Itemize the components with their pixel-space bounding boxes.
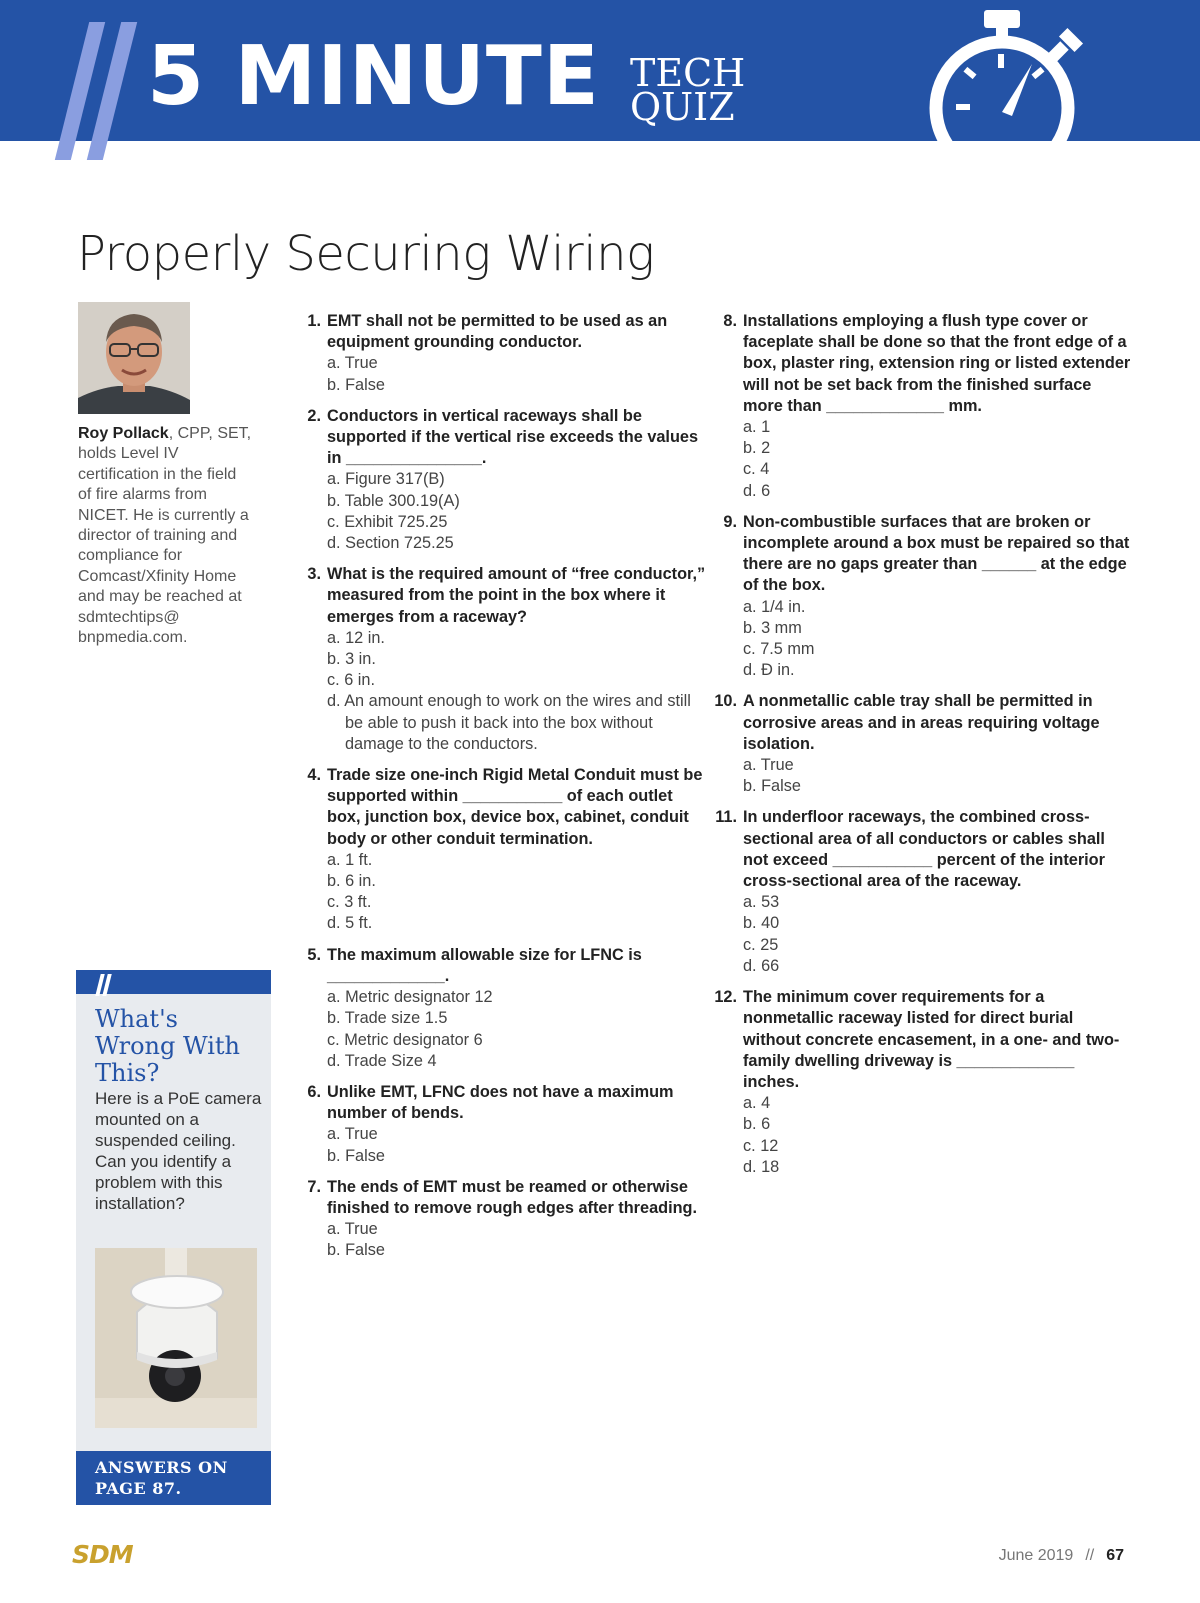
answer-option: c. 12: [743, 1136, 779, 1155]
answer-option: a. True: [327, 1220, 378, 1239]
question-text: Non-combustible surfaces that are broken or incomplete around a box must be repaired so that there are no gaps greater than ______ at the edge of the box.: [743, 512, 1130, 595]
sidebar-text: Here is a PoE camera mounted on a suspended ceiling. Can you identify a problem with this installation?: [95, 1089, 262, 1213]
footer-separator: //: [1085, 1547, 1095, 1564]
answer-option: d. 5 ft.: [327, 914, 373, 933]
question-number: 4.: [307, 766, 321, 785]
sdm-logo: SDM: [72, 1540, 133, 1569]
answer-option: b. 2: [743, 439, 771, 458]
question-text: EMT shall not be permitted to be used as an equipment grounding conductor.: [327, 312, 668, 352]
answer-option: b. 3 in.: [327, 650, 376, 669]
article-title: Properly Securing Wiring: [77, 226, 655, 282]
answer-option: c. 4: [743, 460, 770, 479]
answer-option: c. 25: [743, 935, 779, 954]
question-text: What is the required amount of “free conductor,” measured from the point in the box where it emerges from a raceway?: [327, 565, 706, 626]
question-number: 12.: [714, 988, 737, 1007]
answers-line2: PAGE 87.: [95, 1479, 182, 1498]
answer-option: d. Ð in.: [743, 661, 795, 680]
quiz-question: [297, 1177, 707, 1262]
answer-option: c. 6 in.: [327, 671, 375, 690]
banner-subtitle-line1: TECH: [630, 51, 746, 95]
answer-option: a. True: [743, 756, 794, 775]
author-name: Roy Pollack: [78, 425, 169, 442]
answer-option: d. 66: [743, 956, 780, 975]
quiz-question: [297, 564, 707, 755]
quiz-question: [713, 311, 1133, 502]
answer-option: c. 7.5 mm: [743, 640, 815, 659]
question-text: Unlike EMT, LFNC does not have a maximum number of bends.: [327, 1082, 674, 1123]
answer-option: b. False: [327, 375, 385, 394]
answer-option: b. 6 in.: [327, 872, 376, 891]
answer-option: a. Figure 317(B): [327, 470, 445, 489]
answer-option: b. False: [743, 777, 801, 796]
author-bio: [78, 424, 253, 648]
whats-wrong-sidebar: [76, 970, 271, 1505]
quiz-column-right: [713, 311, 1133, 1188]
question-number: 2.: [307, 406, 321, 425]
author-bio-text: , CPP, SET, holds Level IV certification in the field of fire alarms from NICET. He is currently a director of training and compliance for Comcast/Xfinity Home and may be reached at sdmtechtips@ bnpmedia.com.: [78, 425, 252, 647]
answer-option: c. Exhibit 725.25: [327, 512, 448, 531]
answer-option: b. 40: [743, 914, 780, 933]
question-number: 8.: [723, 312, 737, 330]
answer-option: b. 6: [743, 1115, 771, 1134]
banner-subtitle: [630, 51, 746, 129]
answers-line1: ANSWERS ON: [95, 1458, 228, 1477]
sidebar-top-bar: [76, 970, 271, 994]
answer-option: a. 53: [743, 893, 780, 912]
question-number: 7.: [307, 1177, 321, 1196]
answer-option: a. True: [327, 1125, 378, 1144]
banner-title: 5 MINUTE: [147, 29, 600, 124]
quiz-question: [713, 987, 1133, 1178]
question-number: 6.: [307, 1082, 321, 1101]
quiz-question: [713, 807, 1133, 977]
question-text: The maximum allowable size for LFNC is _____________.: [327, 945, 642, 985]
question-number: 1.: [307, 312, 321, 330]
answer-option: d. An amount enough to work on the wires and still be able to push it back into the box without damage to the conductors.: [327, 692, 691, 753]
footer-page-info: [999, 1547, 1124, 1565]
answer-option: a. 4: [743, 1094, 771, 1113]
answer-option: b. Trade size 1.5: [327, 1009, 448, 1028]
quiz-question: [297, 1082, 707, 1167]
answer-option: d. 18: [743, 1157, 780, 1176]
question-text: The ends of EMT must be reamed or otherwise finished to remove rough edges after threading.: [327, 1177, 698, 1217]
header-banner: [0, 0, 1200, 141]
answer-option: d. 6: [743, 481, 771, 500]
question-text: A nonmetallic cable tray shall be permitted in corrosive areas and in areas requiring voltage isolation.: [743, 692, 1100, 753]
question-number: 11.: [715, 808, 737, 827]
quiz-question: [297, 765, 707, 935]
question-text: Conductors in vertical raceways shall be supported if the vertical rise exceeds the values in _______________.: [327, 406, 699, 468]
answer-option: d. Section 725.25: [327, 534, 454, 553]
quiz-question: [297, 311, 707, 396]
banner-subtitle-line2: QUIZ: [630, 85, 735, 129]
answer-option: c. Metric designator 6: [327, 1030, 483, 1049]
stopwatch-icon: [920, 0, 1120, 141]
quiz-column-left: [297, 311, 707, 1272]
answer-option: b. 3 mm: [743, 618, 802, 637]
answer-option: a. Metric designator 12: [327, 988, 493, 1007]
question-text: The minimum cover requirements for a nonmetallic raceway listed for direct burial without concrete encasement, in a one- and two-family dwelling driveway is _____________ inches.: [743, 988, 1120, 1091]
question-number: 5.: [307, 945, 321, 964]
question-number: 10.: [714, 692, 737, 711]
quiz-question: [713, 512, 1133, 682]
answer-option: a. 1: [743, 418, 771, 437]
answer-option: b. False: [327, 1146, 385, 1165]
answer-option: d. Trade Size 4: [327, 1051, 437, 1070]
footer-date: June 2019: [998, 1547, 1074, 1564]
answer-option: c. 3 ft.: [327, 893, 372, 912]
quiz-question: [713, 691, 1133, 797]
quiz-question: [297, 406, 707, 554]
question-number: 9.: [723, 512, 737, 531]
question-text: Trade size one-inch Rigid Metal Conduit must be supported within ___________ of each outlet box, junction box, device box, cabinet, conduit body or other conduit termination.: [327, 766, 703, 848]
question-text: Installations employing a flush type cover or faceplate shall be done so that the front edge of a box, plaster ring, extension ring or listed extender will not be set back from the finished surface more than _____________ mm.: [743, 312, 1131, 415]
answer-option: a. 1 ft.: [327, 850, 373, 869]
camera-photo: [95, 1248, 257, 1428]
answer-option: a. 12 in.: [327, 628, 385, 647]
answer-option: b. Table 300.19(A): [327, 491, 460, 510]
answer-option: b. False: [327, 1241, 385, 1260]
quiz-question: [297, 945, 707, 1072]
sidebar-title: What's Wrong With This?: [95, 1005, 240, 1087]
footer-page-number: 67: [1106, 1547, 1124, 1564]
answer-option: a. 1/4 in.: [743, 597, 806, 616]
author-photo: [78, 302, 190, 414]
answer-option: a. True: [327, 354, 378, 373]
answers-note: [76, 1451, 271, 1505]
question-text: In underfloor raceways, the combined cross-sectional area of all conductors or cables shall not exceed ___________ percent of the interior cross-sectional area of the raceway.: [743, 808, 1105, 891]
question-number: 3.: [307, 565, 321, 584]
